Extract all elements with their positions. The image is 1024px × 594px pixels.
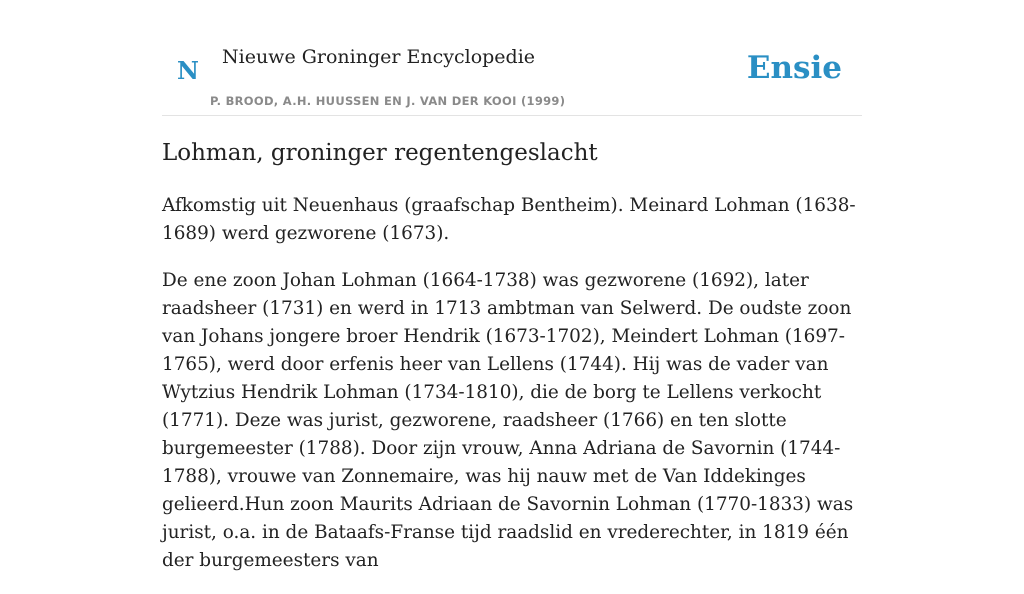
entry-paragraph: Afkomstig uit Neuenhaus (graafschap Bentheim). Meinard Lohman (1638-1689) werd gezworene (1673). [162,195,856,244]
entry-paragraph: De ene zoon Johan Lohman (1664-1738) was gezworene (1692), later raadsheer (1731) en werd in 1713 ambtman van Selwerd. De oudste zoon van Johans jongere broer Hendrik (1673-1702), Meindert Lohman (1697-1765), werd door erfenis heer van Lellens (1744). Hij was de vader van Wytzius Hendrik Lohman (1734-1810), die de borg te Lellens verkocht (1771). Deze was jurist, gezworene, raadsheer (1766) en ten slotte burgemeester (1788). Door zijn vrouw, Anna Adriana de Savornin (1744-1788), vrouwe van Zonnemaire, was hij nauw met de Van Iddekinges gelieerd.Hun zoon Maurits Adriaan de Savornin Lohman (1770-1833) was jurist, o.a. in de Bataafs-Franse tijd raadslid en vrederechter, in 1819 één der burgemeesters van [162,270,854,571]
book-title[interactable]: Nieuwe Groninger Encyclopedie [222,46,536,68]
book-logo[interactable]: N [177,56,199,85]
ensie-logo-link[interactable]: Ensie [746,50,842,86]
book-authors: P. BROOD, A.H. HUUSSEN EN J. VAN DER KOOI (1999) [210,94,566,108]
entry-body [162,192,862,594]
book-header [162,0,862,116]
entry-title: Lohman, groninger regentengeslacht [162,140,598,166]
page-content [162,0,862,571]
